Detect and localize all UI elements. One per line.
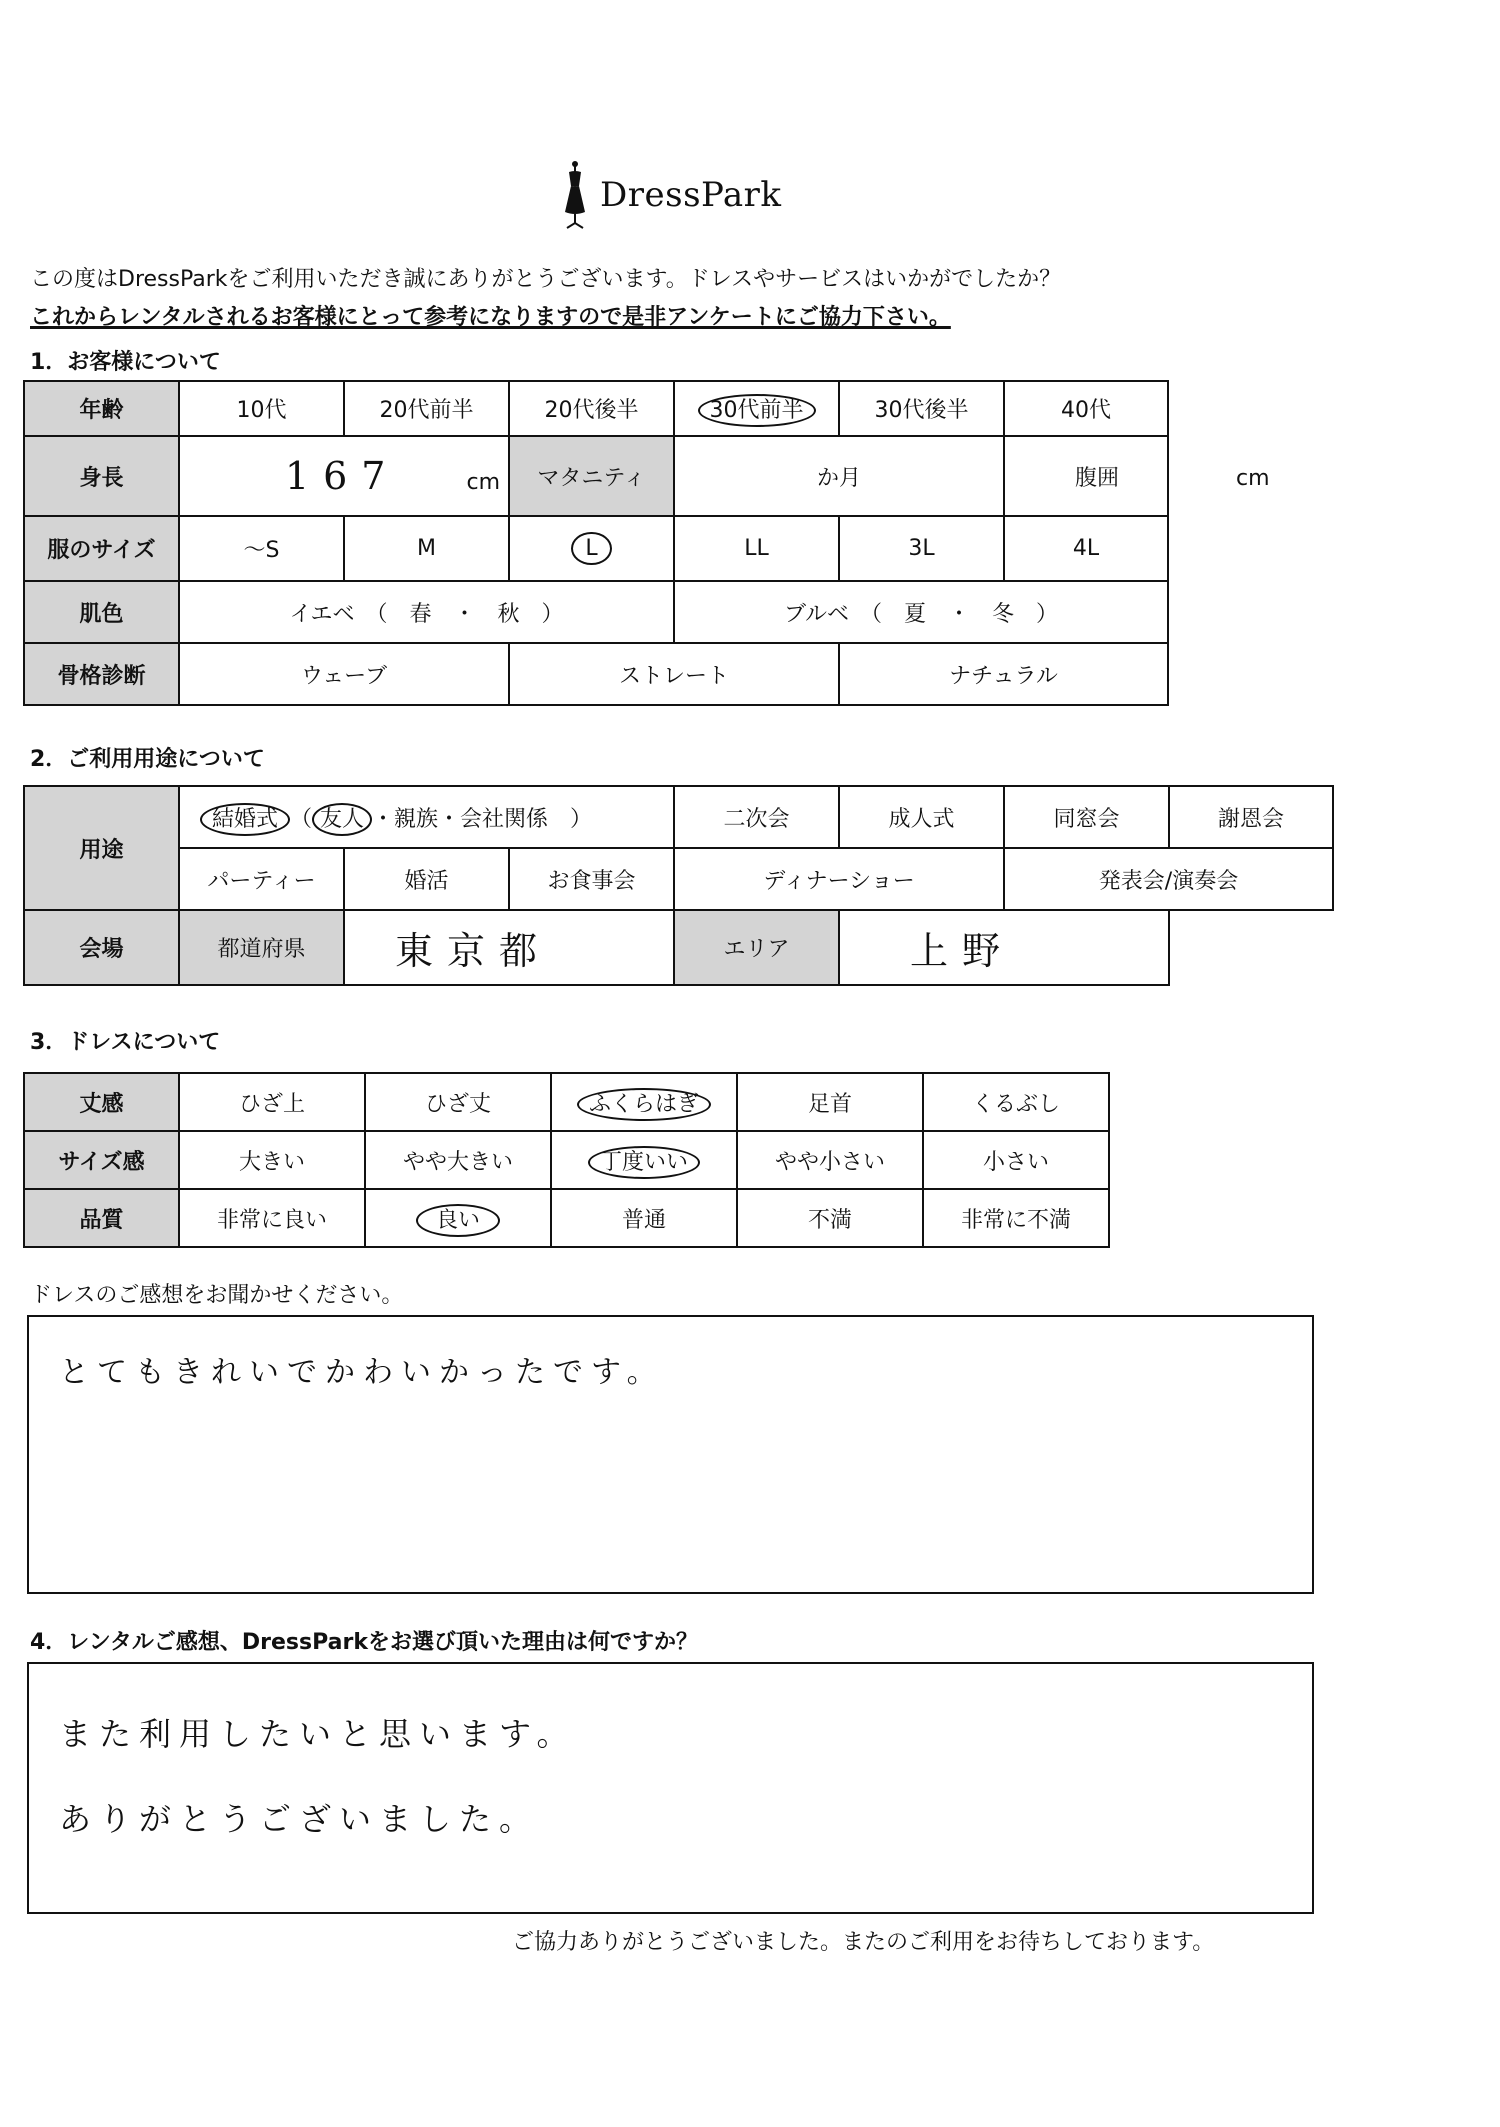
waist-label: 腹囲 bbox=[1075, 465, 1120, 491]
wedding-circle: 結婚式 bbox=[200, 803, 290, 836]
selected-circle: 30代前半 bbox=[698, 394, 816, 427]
height-value-cell[interactable] bbox=[179, 436, 509, 516]
months-unit: か月 bbox=[816, 465, 861, 491]
size-option-selected[interactable] bbox=[509, 516, 674, 581]
dresspark-logo bbox=[560, 160, 782, 230]
length-option-selected[interactable] bbox=[551, 1073, 737, 1131]
purpose-option[interactable]: 同窓会 bbox=[1004, 786, 1169, 848]
size-option[interactable]: 4L bbox=[1004, 516, 1168, 581]
purpose-row-2 bbox=[24, 848, 1333, 910]
length-row bbox=[24, 1073, 1109, 1131]
size-option[interactable]: LL bbox=[674, 516, 839, 581]
skeleton-row bbox=[24, 643, 1168, 705]
size-option[interactable]: M bbox=[344, 516, 509, 581]
footer-text: ご協力ありがとうございました。またのご利用をお待ちしております。 bbox=[512, 1930, 1215, 1955]
maternity-months-cell[interactable] bbox=[674, 436, 1004, 516]
fit-option[interactable]: やや小さい bbox=[737, 1131, 923, 1189]
impression-box[interactable] bbox=[27, 1315, 1314, 1594]
quality-label: 品質 bbox=[24, 1189, 179, 1247]
age-label: 年齢 bbox=[24, 381, 179, 436]
skin-row bbox=[24, 581, 1168, 643]
age-option[interactable]: 30代後半 bbox=[839, 381, 1004, 436]
section2-title: 2．ご利用用途について bbox=[30, 747, 265, 772]
prefecture-field[interactable] bbox=[344, 910, 674, 985]
purpose-option[interactable]: 謝恩会 bbox=[1169, 786, 1333, 848]
skin-label: 肌色 bbox=[24, 581, 179, 643]
section3-title: 3．ドレスについて bbox=[30, 1030, 221, 1055]
venue-row bbox=[24, 910, 1333, 985]
skeleton-option[interactable]: ストレート bbox=[509, 643, 839, 705]
height-value: 167 bbox=[284, 454, 400, 498]
intro-line-2: これからレンタルされるお客様にとって参考になりますので是非アンケートにご協力下さい。 bbox=[30, 305, 951, 330]
skeleton-option[interactable]: ナチュラル bbox=[839, 643, 1168, 705]
prefecture-label: 都道府県 bbox=[179, 910, 344, 985]
skin-option-yellow[interactable]: イエベ （ 春 ・ 秋 ） bbox=[179, 581, 674, 643]
size-label: 服のサイズ bbox=[24, 516, 179, 581]
height-row bbox=[24, 436, 1168, 516]
purpose-option[interactable]: お食事会 bbox=[509, 848, 674, 910]
purpose-label: 用途 bbox=[24, 786, 179, 910]
reason-line-1: また利用したいと思います。 bbox=[59, 1715, 577, 1753]
wedding-rest: ・親族・会社関係 ） bbox=[372, 806, 593, 832]
size-option[interactable]: ～S bbox=[179, 516, 344, 581]
purpose-option[interactable]: パーティー bbox=[179, 848, 344, 910]
reason-box[interactable] bbox=[27, 1662, 1314, 1914]
size-option[interactable]: 3L bbox=[839, 516, 1004, 581]
length-label: 丈感 bbox=[24, 1073, 179, 1131]
purpose-option[interactable]: 発表会/演奏会 bbox=[1004, 848, 1333, 910]
quality-option[interactable]: 非常に不満 bbox=[923, 1189, 1109, 1247]
length-option[interactable]: ひざ上 bbox=[179, 1073, 365, 1131]
skin-option-blue[interactable]: ブルベ （ 夏 ・ 冬 ） bbox=[674, 581, 1168, 643]
age-option[interactable]: 40代 bbox=[1004, 381, 1168, 436]
skeleton-option[interactable]: ウェーブ bbox=[179, 643, 509, 705]
purpose-option[interactable]: 婚活 bbox=[344, 848, 509, 910]
fit-option[interactable]: 大きい bbox=[179, 1131, 365, 1189]
age-option[interactable]: 10代 bbox=[179, 381, 344, 436]
quality-option[interactable]: 非常に良い bbox=[179, 1189, 365, 1247]
waist-unit: cm bbox=[1236, 465, 1270, 491]
purpose-row-1 bbox=[24, 786, 1333, 848]
section4-title: 4．レンタルご感想、DressParkをお選び頂いた理由は何ですか？ bbox=[30, 1630, 698, 1655]
fit-option-selected[interactable] bbox=[551, 1131, 737, 1189]
customer-table bbox=[23, 380, 1270, 706]
fit-option[interactable]: やや大きい bbox=[365, 1131, 551, 1189]
age-option[interactable]: 20代前半 bbox=[344, 381, 509, 436]
selected-circle: L bbox=[571, 532, 611, 565]
length-option[interactable]: 足首 bbox=[737, 1073, 923, 1131]
section1-title: 1．お客様について bbox=[30, 350, 221, 375]
purpose-option[interactable]: 二次会 bbox=[674, 786, 839, 848]
prefecture-value: 東京都 bbox=[395, 929, 552, 973]
age-option[interactable]: 20代後半 bbox=[509, 381, 674, 436]
maternity-label: マタニティ bbox=[509, 436, 674, 516]
area-field[interactable] bbox=[839, 910, 1169, 985]
logo-text: DressPark bbox=[600, 175, 782, 215]
quality-option[interactable]: 不満 bbox=[737, 1189, 923, 1247]
selected-circle: ふくらはぎ bbox=[577, 1088, 711, 1121]
quality-row bbox=[24, 1189, 1109, 1247]
fit-label: サイズ感 bbox=[24, 1131, 179, 1189]
impression-text: とてもきれいでかわいかったです。 bbox=[59, 1355, 665, 1390]
area-label: エリア bbox=[674, 910, 839, 985]
height-label: 身長 bbox=[24, 436, 179, 516]
size-row bbox=[24, 516, 1168, 581]
purpose-option[interactable]: 成人式 bbox=[839, 786, 1004, 848]
venue-label: 会場 bbox=[24, 910, 179, 985]
quality-option[interactable]: 普通 bbox=[551, 1189, 737, 1247]
skeleton-label: 骨格診断 bbox=[24, 643, 179, 705]
impression-label: ドレスのご感想をお聞かせください。 bbox=[30, 1283, 404, 1308]
fit-option[interactable]: 小さい bbox=[923, 1131, 1109, 1189]
purpose-option[interactable]: ディナーショー bbox=[674, 848, 1004, 910]
length-option[interactable]: ひざ丈 bbox=[365, 1073, 551, 1131]
selected-circle: 良い bbox=[416, 1204, 500, 1237]
area-value: 上野 bbox=[910, 929, 1015, 973]
purpose-table bbox=[23, 785, 1334, 986]
height-unit: cm bbox=[466, 470, 500, 495]
dress-form-icon bbox=[560, 160, 590, 230]
selected-circle: 丁度いい bbox=[588, 1146, 700, 1179]
age-row bbox=[24, 381, 1168, 436]
wedding-option[interactable] bbox=[179, 786, 674, 848]
paren-open: （ bbox=[290, 806, 313, 832]
intro-line-1: この度はDressParkをご利用いただき誠にありがとうございます。ドレスやサービスはいかがでしたか？ bbox=[30, 267, 1062, 292]
age-option-selected[interactable] bbox=[674, 381, 839, 436]
length-option[interactable]: くるぶし bbox=[923, 1073, 1109, 1131]
quality-option-selected[interactable] bbox=[365, 1189, 551, 1247]
dress-table bbox=[23, 1072, 1110, 1248]
reason-line-2: ありがとうございました。 bbox=[59, 1800, 540, 1838]
waist-cell[interactable] bbox=[1004, 436, 1270, 516]
fit-row bbox=[24, 1131, 1109, 1189]
friend-circle: 友人 bbox=[312, 803, 372, 836]
